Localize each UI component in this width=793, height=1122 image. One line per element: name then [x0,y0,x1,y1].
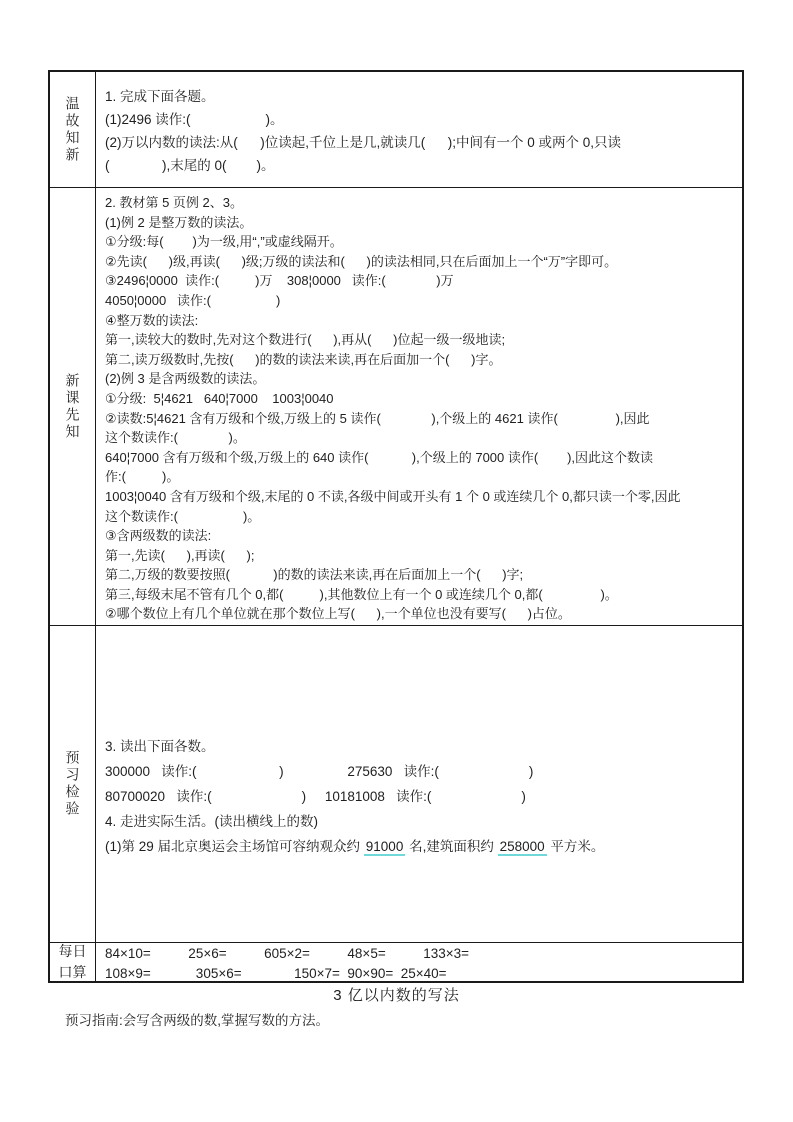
worksheet-table [48,70,744,983]
text-line: ②读数:5¦4621 含有万级和个级,万级上的 5 读作( ),个级上的 4621 读作( ),因此 [105,410,650,426]
text-line: (1)2496 读作:( )。 [105,112,284,127]
text-line: 4. 走进实际生活。(读出横线上的数) [105,814,319,829]
text-line: ②哪个数位上有几个单位就在那个数位上写( ),一个单位也没有要写( )占位。 [105,606,571,622]
text-line: ④整万数的读法: [105,312,199,328]
text-line: (1)例 2 是整万数的读法。 [105,214,253,230]
row-header-new-lesson [50,187,96,625]
row-content-preview-check [96,625,742,942]
math-expressions-line: 108×9= 305×6= 150×7= 90×90= 25×40= [105,966,447,981]
text-line: 第三,每级末尾不管有几个 0,都( ),其他数位上有一个 0 或连续几个 0,都( )。 [105,586,618,602]
text-line: (2)例 3 是含两级数的读法。 [105,371,266,387]
row-header-review [50,72,96,187]
row-content-new-lesson [96,187,742,625]
row-content-review [96,72,742,187]
row-header-daily-math [50,942,96,981]
q4-text-mid: 名,建筑面积约 [405,839,498,854]
text-line-underlined-numbers [105,834,738,859]
text-line: 作:( )。 [105,469,180,485]
text-line: 2. 教材第 5 页例 2、3。 [105,195,243,210]
text-line: ②先读( )级,再读( )级;万级的读法和( )的读法相同,只在后面加上一个“万”字即可。 [105,253,618,269]
q4-text-post: 平方米。 [546,839,605,854]
text-line: ( ),末尾的 0( )。 [105,158,275,173]
text-line: 这个数读作:( )。 [105,508,261,524]
q4-underlined-number-1: 91000 [365,839,404,854]
text-line: 300000 读作:( ) 275630 读作:( ) [105,764,534,779]
text-line: 第一,读较大的数时,先对这个数进行( ),再从( )位起一级一级地读; [105,332,506,348]
row-header-preview-check-label: 预习检验 [64,750,81,818]
row-content-daily-math [96,942,742,981]
row-header-preview-check [50,625,96,942]
math-expressions-line: 84×10= 25×6= 605×2= 48×5= 133×3= [105,946,470,961]
preview-guide-text: 预习指南:会写含两级的数,掌握写数的方法。 [65,1013,330,1028]
text-line: 1. 完成下面各题。 [105,89,215,104]
q4-text-pre: (1)第 29 届北京奥运会主场馆可容纳观众约 [105,839,364,854]
text-line: 1003¦0040 含有万级和个级,末尾的 0 不读,各级中间或开头有 1 个 0 或连续几个 0,都只读一个零,因此 [105,488,681,504]
text-line: 第二,万级的数要按照( )的数的读法来读,再在后面加上一个( )字; [105,567,524,583]
text-line: 4050¦0000 读作:( ) [105,292,281,308]
text-line: 第一,先读( ),再读( ); [105,547,255,563]
next-section-title: 3 亿以内数的写法 [333,987,460,1004]
text-line: ①分级: 5¦4621 640¦7000 1003¦0040 [105,390,334,406]
text-line: (2)万以内数的读法:从( )位读起,千位上是几,就读几( );中间有一个 0 或两个 0,只读 [105,135,622,150]
row-header-new-lesson-label: 新课先知 [64,372,81,441]
text-line: 80700020 读作:( ) 10181008 读作:( ) [105,789,526,804]
row-header-daily-math-label-2: 口算 [58,964,87,980]
q4-underlined-number-2: 258000 [499,839,545,854]
text-line: 这个数读作:( )。 [105,430,246,446]
text-line: 第二,读万级数时,先按( )的数的读法来读,再在后面加一个( )字。 [105,351,502,367]
text-line: 3. 读出下面各数。 [105,739,215,754]
text-line: 640¦7000 含有万级和个级,万级上的 640 读作( ),个级上的 7000 读作( ),因此这个数读 [105,449,654,465]
row-header-daily-math-label-1: 每日 [58,943,87,959]
text-line: ③含两级数的读法: [105,528,212,544]
text-line: ③2496¦0000 读作:( )万 308¦0000 读作:( )万 [105,273,454,289]
row-header-review-label: 温故知新 [64,95,81,164]
text-line: ①分级:每( )为一级,用“,”或虚线隔开。 [105,234,343,250]
